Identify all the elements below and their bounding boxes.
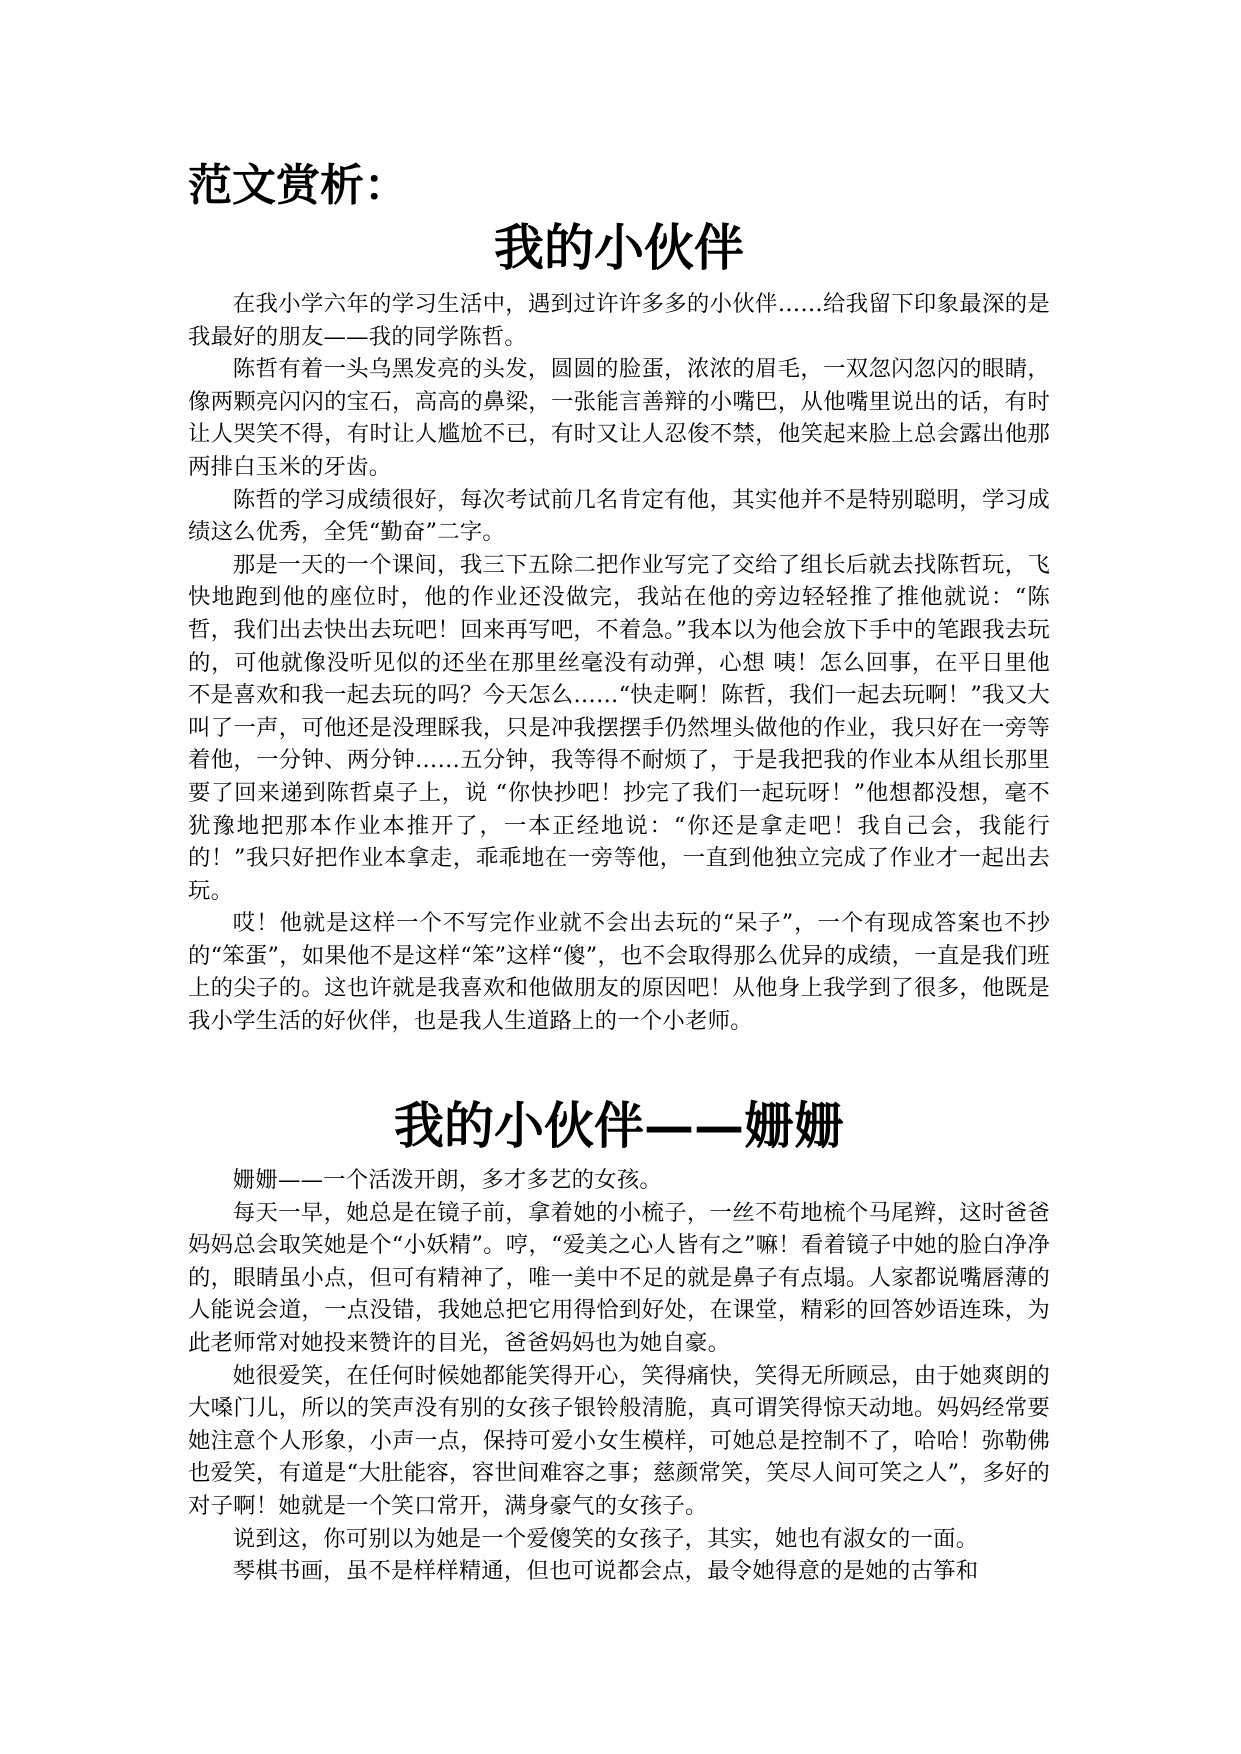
article-title: 我的小伙伴——姗姗 bbox=[394, 1096, 844, 1155]
article-paragraph: 琴棋书画，虽不是样样精通，但也可说都会点，最令她得意的是她的古筝和 bbox=[232, 1558, 979, 1585]
article-paragraph: 在我小学六年的学习生活中，遇到过许许多多的小伙伴……给我留下印象最深的是我最好的朋友——我的同学陈哲。 bbox=[188, 291, 1050, 350]
article-paragraph: 每天一早，她总是在镜子前，拿着她的小梳子，一丝不苟地梳个马尾辫，这时爸爸妈妈总会取笑她是个“小妖精”。哼，“爱美之心人皆有之”嘛！看着镜子中她的脸白净净的，眼睛虽小点，但可有精神了，唯一美中不足的就是鼻子有点塌。人家都说嘴唇薄的人能说会道，一点没错，我她总把它用得恰到好处，在课堂，精彩的回答妙语连珠，为此老师常对她投来赞许的目光，爸爸妈妈也为她自豪。 bbox=[188, 1199, 1050, 1356]
article-paragraph: 哎！他就是这样一个不写完作业就不会出去玩的“呆子”，一个有现成答案也不抄的“笨蛋”，如果他不是这样“笨”这样“傻”，也不会取得那么优异的成绩，一直是我们班上的尖子的。这也许就是我喜欢和他做朋友的原因吧！从他身上我学到了很多，他既是我小学生活的好伙伴，也是我人生道路上的一个小老师。 bbox=[188, 910, 1050, 1035]
article-paragraph: 她很爱笑，在任何时候她都能笑得开心，笑得痛快，笑得无所顾忌，由于她爽朗的大嗓门儿，所以的笑声没有别的女孩子银铃般清脆，真可谓笑得惊天动地。妈妈经常要她注意个人形象，小声一点，保持可爱小女生模样，可她总是控制不了，哈哈！弥勒佛也爱笑，有道是“大肚能容，容世间难容之事；慈颜常笑，笑尽人间可笑之人”，多好的对子啊！她就是一个笑口常开，满身豪气的女孩子。 bbox=[188, 1362, 1050, 1519]
article-title: 我的小伙伴 bbox=[494, 218, 744, 277]
article-1 bbox=[188, 216, 1050, 1038]
article-paragraph: 姗姗——一个活泼开朗，多才多艺的女孩。 bbox=[232, 1167, 663, 1193]
section-label: 范文赏析： bbox=[188, 160, 408, 211]
article-paragraph: 说到这，你可别以为她是一个爱傻笑的女孩子，其实，她也有淑女的一面。 bbox=[232, 1525, 979, 1552]
article-paragraph: 陈哲的学习成绩很好，每次考试前几名肯定有他，其实他并不是特别聪明，学习成绩这么优秀，全凭“勤奋”二字。 bbox=[188, 486, 1050, 546]
article-paragraph: 那是一天的一个课间，我三下五除二把作业写完了交给了组长后就去找陈哲玩，飞快地跑到他的座位时，他的作业还没做完，我站在他的旁边轻轻推了推他就说：“陈哲，我们出去快出去玩吧！回来再写吧，不着急。”我本以为他会放下手中的笔跟我去玩的，可他就像没听见似的还坐在那里丝毫没有动弹，心想 咦！怎么回事，在平日里他不是喜欢和我一起去玩的吗？今天怎么……“快走啊！陈哲，我们一起去玩啊！”我又大叫了一声，可他还是没理睬我，只是冲我摆摆手仍然埋头做他的作业，我只好在一旁等着他，一分钟、两分钟……五分钟，我等得不耐烦了，于是我把我的作业本从组长那里要了回来递到陈哲桌子上，说 “你快抄吧！抄完了我们一起玩呀！”他想都没想，毫不犹豫地把那本作业本推开了，一本正经地说：“你还是拿走吧！我自己会，我能行的！”我只好把作业本拿走，乖乖地在一旁等他，一直到他独立完成了作业才一起出去玩。 bbox=[188, 551, 1050, 904]
article-2 bbox=[188, 1094, 1050, 1588]
article-paragraph: 陈哲有着一头乌黑发亮的头发，圆圆的脸蛋，浓浓的眉毛，一双忽闪忽闪的眼睛，像两颗亮闪闪的宝石，高高的鼻梁，一张能言善辩的小嘴巴，从他嘴里说出的话，有时让人哭笑不得，有时让人尴尬不已，有时又让人忍俊不禁，他笑起来脸上总会露出他那两排白玉米的牙齿。 bbox=[188, 356, 1050, 480]
